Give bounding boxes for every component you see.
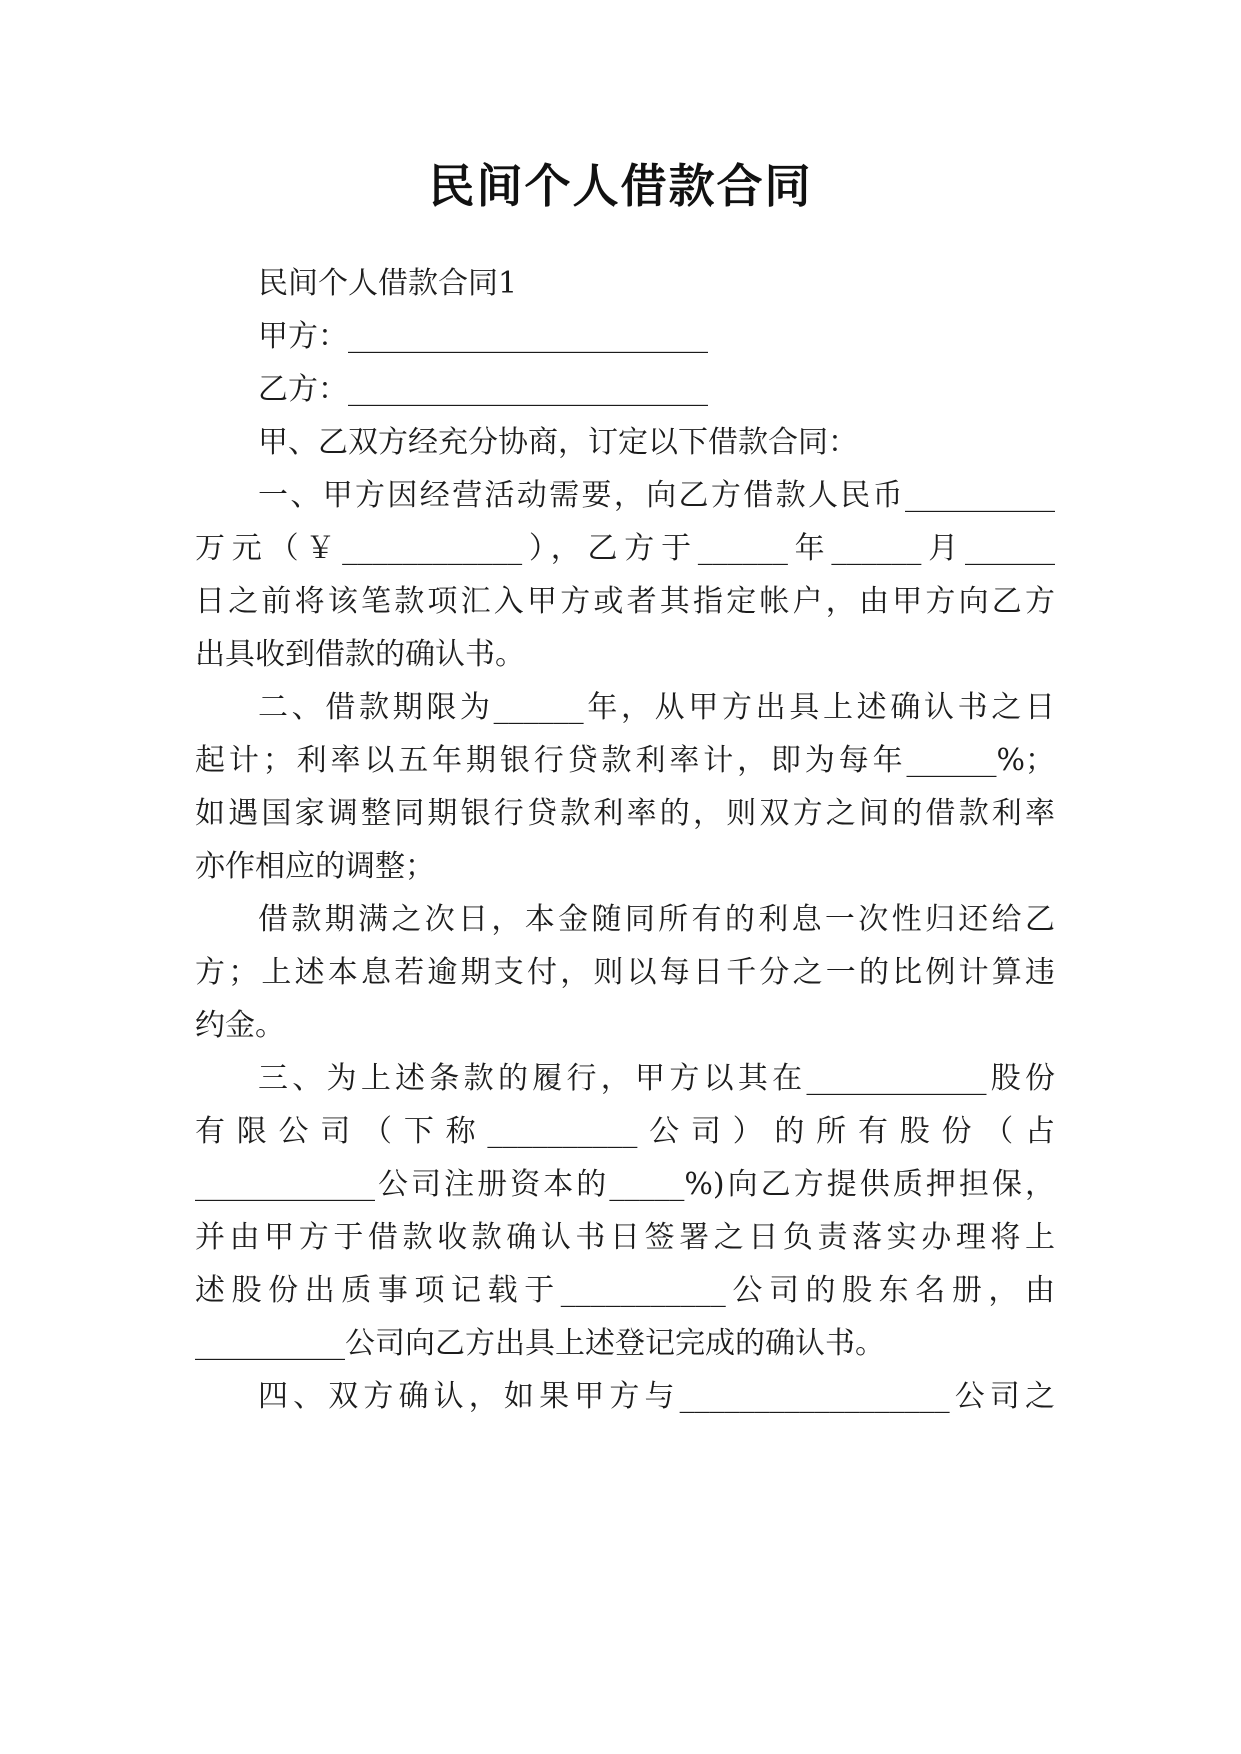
clause-2-sub-line: 借款期满之次日，本金随同所有的利息一次性归还给乙 — [258, 902, 1055, 937]
clause-1-line: 万元（￥____________），乙方于______年______月______ — [195, 531, 1055, 566]
document-title: 民间个人借款合同 — [428, 159, 813, 213]
clause-2-line: 二、借款期限为______年，从甲方出具上述确认书之日 — [258, 690, 1055, 725]
clause-2-sub-line: 方；上述本息若逾期支付，则以每日千分之一的比例计算违 — [195, 955, 1055, 990]
clause-2-line: 起计；利率以五年期银行贷款利率计，即为每年______%； — [195, 743, 1055, 778]
clause-3-line: __________公司向乙方出具上述登记完成的确认书。 — [195, 1326, 885, 1361]
party-b-field: 乙方：________________________ — [258, 372, 708, 407]
clause-3-line: 并由甲方于借款收款确认书日签署之日负责落实办理将上 — [195, 1220, 1055, 1255]
clause-1-line: 日之前将该笔款项汇入甲方或者其指定帐户，由甲方向乙方 — [195, 584, 1055, 619]
clause-3-line: 三、为上述条款的履行，甲方以其在____________股份 — [258, 1061, 1055, 1096]
clause-3-line: 述股份出质事项记载于___________公司的股东名册，由 — [195, 1273, 1055, 1308]
clause-3-line: 有限公司（下称__________公司）的所有股份（占 — [195, 1114, 1055, 1149]
clause-3-line: ____________公司注册资本的_____%)向乙方提供质押担保， — [195, 1167, 1055, 1202]
preamble: 甲、乙双方经充分协商，订定以下借款合同： — [258, 425, 858, 460]
clause-2-line: 如遇国家调整同期银行贷款利率的，则双方之间的借款利率 — [195, 796, 1055, 831]
clause-1-line: 出具收到借款的确认书。 — [195, 637, 525, 672]
contract-subtitle: 民间个人借款合同1 — [258, 266, 518, 301]
party-a-field: 甲方：________________________ — [258, 319, 708, 354]
clause-2-sub-line: 约金。 — [195, 1008, 285, 1043]
clause-4-line: 四、双方确认，如果甲方与__________________公司之 — [258, 1379, 1055, 1414]
clause-1-line: 一、甲方因经营活动需要，向乙方借款人民币__________ — [258, 478, 1055, 513]
clause-2-line: 亦作相应的调整； — [195, 849, 435, 884]
